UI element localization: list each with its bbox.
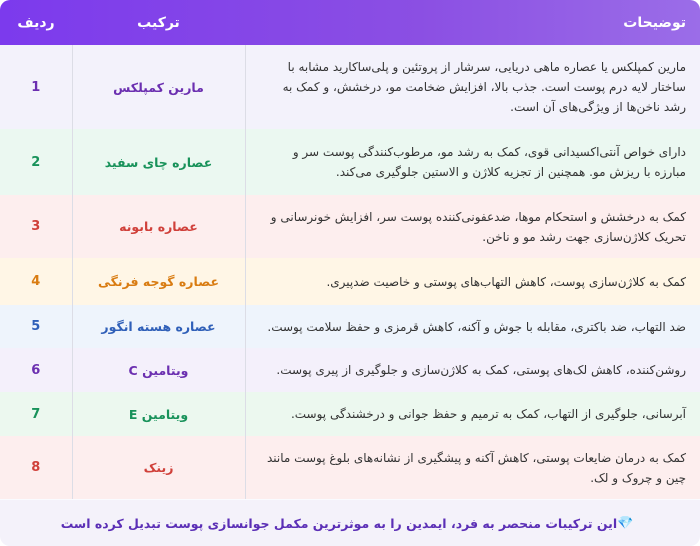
table-row — [0, 348, 700, 392]
row-number: 3 — [31, 219, 41, 234]
row-number: 5 — [31, 319, 41, 334]
row-number: 2 — [31, 154, 41, 170]
row-number: 6 — [31, 362, 41, 378]
row-description: آبرسانی، جلوگیری از التهاب، کمک به ترمیم و حفظ جوانی و درخشندگی پوست. — [245, 392, 700, 436]
table-row — [0, 195, 700, 258]
table-row — [0, 258, 700, 305]
row-number: 7 — [31, 406, 41, 422]
row-ingredient-name: ویتامین C — [72, 348, 245, 392]
row-number: 8 — [31, 460, 41, 475]
row-description: ضد التهاب، ضد باکتری، مقابله با جوش و آکنه، کاهش قرمزی و حفظ سلامت پوست. — [245, 305, 700, 348]
table-row — [0, 129, 700, 195]
row-ingredient-name: عصاره بابونه — [72, 195, 245, 258]
table-row — [0, 436, 700, 499]
row-description: کمک به درمان ضایعات پوستی، کاهش آکنه و پیشگیری از نشانه‌های بلوغ پوست مانند چین و چروک و لک. — [245, 436, 700, 499]
table-row — [0, 392, 700, 436]
row-number: 1 — [31, 79, 41, 95]
table-row — [0, 45, 700, 129]
row-number: 4 — [31, 274, 41, 289]
row-ingredient-name: عصاره گوجه فرنگی — [72, 258, 245, 305]
header-ingredient: ترکیب — [137, 14, 180, 31]
row-description: کمک به کلاژن‌سازی پوست، کاهش التهاب‌های پوستی و خاصیت ضدپیری. — [245, 258, 700, 305]
table-row — [0, 305, 700, 348]
header-description: توضیحات — [623, 14, 686, 31]
row-ingredient-name: عصاره چای سفید — [72, 129, 245, 195]
footer-text: این ترکیبات منحصر به فرد، ایمدین را به موثرترین مکمل جوانسازی پوست تبدیل کرده است — [60, 515, 618, 531]
row-description: کمک به درخشش و استحکام موها، ضدعفونی‌کننده پوست سر، افزایش خونرسانی و تحریک کلاژن‌سازی جهت رشد مو و ناخن. — [245, 195, 700, 258]
gem-icon: 💎 — [617, 515, 634, 531]
row-ingredient-name: عصاره هسته انگور — [72, 305, 245, 348]
header-row-number: ردیف — [17, 14, 55, 31]
row-ingredient-name: مارین کمپلکس — [72, 45, 245, 129]
row-description: دارای خواص آنتی‌اکسیدانی قوی، کمک به رشد مو، مرطوب‌کنندگی پوست سر و مبارزه با ریزش مو. همچنین از تجزیه کلاژن و الاستین جلوگیری می‌کند. — [245, 129, 700, 195]
row-ingredient-name: زینک — [72, 436, 245, 499]
row-ingredient-name: ویتامین E — [72, 392, 245, 436]
table-header-row — [0, 0, 700, 45]
row-description: روشن‌کننده، کاهش لک‌های پوستی، کمک به کلاژن‌سازی و جلوگیری از پیری پوست. — [245, 348, 700, 392]
row-description: مارین کمپلکس یا عصاره ماهی دریایی، سرشار از پروتئین و پلی‌ساکارید مشابه با ساختار لایه درم پوست است. جذب بالا، افزایش ضخامت مو، درخشش، و کمک به رشد ناخن‌ها از ویژگی‌های آن است. — [245, 45, 700, 129]
footer-banner — [0, 500, 700, 546]
